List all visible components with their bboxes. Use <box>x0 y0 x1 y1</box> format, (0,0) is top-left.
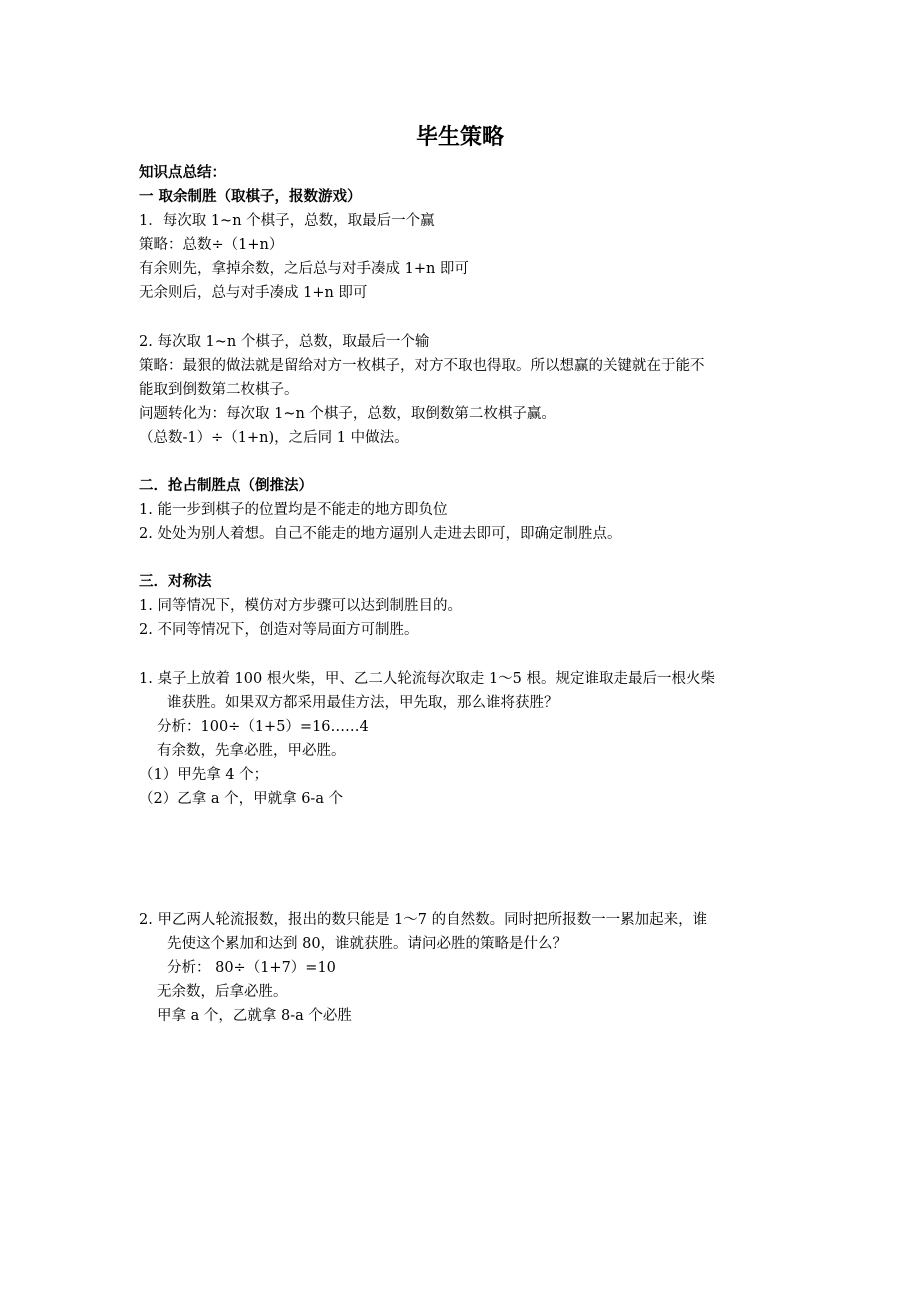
section-1-heading: 一 取余制胜（取棋子，报数游戏） <box>139 189 362 205</box>
section-1-line: 1．每次取 1~n 个棋子，总数，取最后一个赢 <box>139 213 435 229</box>
example-2-line: 甲拿 a 个，乙就拿 8-a 个必胜 <box>157 1008 352 1024</box>
section-3-line: 2. 不同等情况下，创造对等局面方可制胜。 <box>139 622 419 638</box>
section-3-heading: 三．对称法 <box>139 574 212 590</box>
section-1-line: （总数-1）÷（1+n)，之后同 1 中做法。 <box>139 430 409 446</box>
document-title: 毕生策略 <box>415 125 504 150</box>
section-2-heading: 二．抢占制胜点（倒推法） <box>139 478 313 494</box>
example-1-line: 1. 桌子上放着 100 根火柴，甲、乙二人轮流每次取走 1～5 根。规定谁取走最后一根火柴 <box>139 671 716 687</box>
section-1-line: 策略：最狠的做法就是留给对方一枚棋子，对方不取也得取。所以想赢的关键就在于能不 <box>139 358 705 374</box>
example-1-line: 有余数，先拿必胜，甲必胜。 <box>157 743 346 759</box>
example-1-line: 谁获胜。如果双方都采用最佳方法，甲先取，那么谁将获胜？ <box>167 695 559 711</box>
section-1-line: 无余则后，总与对手凑成 1+n 即可 <box>139 285 368 301</box>
example-1-line: （2）乙拿 a 个，甲就拿 6-a 个 <box>139 791 344 807</box>
summary-heading: 知识点总结： <box>139 165 226 181</box>
example-1-line: （1）甲先拿 4 个； <box>139 767 269 783</box>
section-1-line: 策略：总数÷（1+n） <box>139 237 284 253</box>
section-2-line: 1. 能一步到棋子的位置均是不能走的地方即负位 <box>139 502 448 518</box>
example-2-line: 2. 甲乙两人轮流报数，报出的数只能是 1～7 的自然数。同时把所报数一一累加起来，谁 <box>139 912 708 928</box>
example-1-line: 分析：100÷（1+5）=16……4 <box>157 719 369 735</box>
section-1-line: 能取到倒数第二枚棋子。 <box>139 382 299 398</box>
example-2-line: 无余数，后拿必胜。 <box>157 984 288 1000</box>
example-2-line: 先使这个累加和达到 80，谁就获胜。请问必胜的策略是什么？ <box>167 936 568 952</box>
example-2-line: 分析： 80÷（1+7）=10 <box>167 960 336 976</box>
section-2-line: 2. 处处为别人着想。自己不能走的地方逼别人走进去即可，即确定制胜点。 <box>139 526 622 542</box>
section-1-line: 问题转化为：每次取 1~n 个棋子，总数，取倒数第二枚棋子赢。 <box>139 406 556 422</box>
section-1-line: 有余则先，拿掉余数，之后总与对手凑成 1+n 即可 <box>139 261 469 277</box>
section-3-line: 1. 同等情况下，模仿对方步骤可以达到制胜目的。 <box>139 598 462 614</box>
section-1-line: 2. 每次取 1~n 个棋子，总数，取最后一个输 <box>139 334 430 350</box>
